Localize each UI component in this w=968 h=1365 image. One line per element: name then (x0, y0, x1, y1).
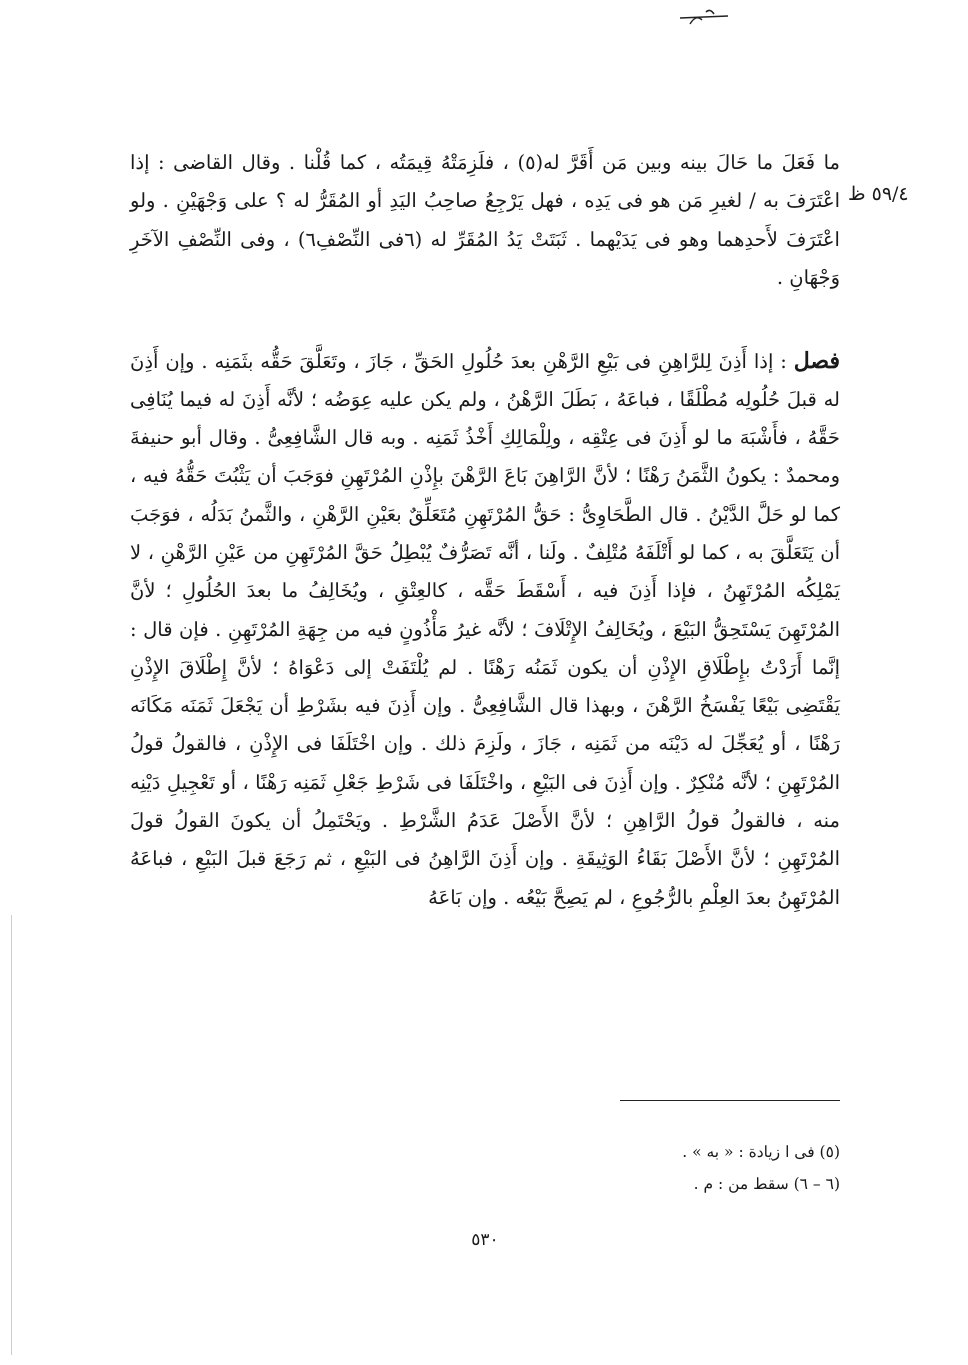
footnote-5: (٥) فى ا زيادة : « به » . (682, 1143, 840, 1161)
footnote-6: (٦ – ٦) سقط من : م . (693, 1175, 840, 1193)
paragraph-continuation: ما فَعَلَ ما حَالَ بينه وبين مَن أَقَرَّ له(٥) ، فلَزِمَتْهُ قِيمَتُه ، كما قُلْنا . وقال القاضى : إذا اعْتَرَفَ به / لغيرِ مَن هو فى يَدِه ، فهل يَرْجِعُ صاحِبُ اليَدِ أو المُقَرُّ له ؟ على وَجْهَيْنِ . ولو اعْتَرَفَ لأَحدِهما وهو فى يَدَيْهما . ثَبَتَتْ يَدُ المُقَرِّ له (٦فى النِّصْفِ٦) ، وفى النِّصْفِ الآخَرِ وَجْهَانِ . (130, 150, 840, 289)
footnote-separator (620, 1100, 840, 1101)
margin-folio-reference: ٥٩/٤ ظ (848, 183, 909, 205)
scan-edge-line (11, 915, 12, 1355)
page-number: ٥٣٠ (471, 1230, 499, 1250)
footnotes (500, 1136, 840, 1200)
paragraph-fasl (130, 342, 840, 917)
top-decoration-mark (676, 6, 736, 28)
section-label-fasl: فصل (793, 347, 841, 374)
paragraph-fasl-text: : إذا أَذِنَ لِلرَّاهِنِ فى بَيْعِ الرَّهْنِ بعدَ حُلُولِ الحَقِّ ، جَازَ ، وتَعَلَّقَ حَقُّه بثَمَنِه . وإن أَذِنَ له قبلَ حُلُولِه مُطْلَقًا ، فباعَهُ ، بَطَلَ الرَّهْنُ ، ولم يكن عليه عِوَضُه ؛ لأنَّه أَذِنَ له فيما يُنَافِى حَقَّهُ ، فأَشْبَهَ ما لو أَذِنَ فى عِتْقِه ، ولِلْمَالِكِ أَخْذُ ثَمَنِه . وبه قال الشَّافِعِىُّ . وقال أبو حنيفةَ ومحمدٌ : يكونُ الثَّمَنُ رَهْنًا ؛ لأنَّ الرَّاهِنَ بَاعَ الرَّهْنَ بإِذْنِ المُرْتَهِنِ فوَجَبَ أن يَثْبُتَ حَقُّهُ فيه ، كما لو حَلَّ الدَّيْنُ . قال الطَّحَاوِىُّ : حَقُّ المُرْتَهِنِ مُتَعَلِّقٌ بعَيْنِ الرَّهْنِ ، والثَّمنُ بَدَلُه ، فوَجَبَ أن يَتَعَلَّقَ به ، كما لو أَتْلَفَهُ مُتْلِفٌ . ولَنا ، أنَّه تَصَرُّفٌ يُبْطِلُ حَقَّ المُرْتَهِنِ من عَيْنِ الرَّهْنِ ، لا يَمْلِكُه المُرْتَهِنُ ، فإذا أَذِنَ فيه ، أَسْقَطَ حَقَّه ، كالعِتْقِ ، ويُخَالِفُ ما بعدَ الحُلُولِ ؛ لأنَّ المُرْتَهِنَ يَسْتَحِقُّ البَيْعَ ، ويُخَالِفُ الإِتْلَافَ ؛ لأنَّه غيرُ مَأْذُونٍ فيه من جِهَةِ المُرْتَهِنِ . فإن قال : إنَّما أَرَدْتُ بإِطْلَاقِ الإِذْنِ أن يكون ثَمَنُه رَهْنًا . لم يُلْتَفَتْ إلى دَعْوَاهُ ؛ لأنَّ إِطْلَاقَ الإِذْنِ يَقْتَضِى بَيْعًا يَفْسَخُ الرَّهْنَ ، وبهذا قال الشَّافِعِىُّ . وإن أَذِنَ فيه بشَرْطِ أن يَجْعَلَ ثَمَنَه مَكَانَه رَهْنًا ، أو يُعَجِّلَ له دَيْنَه من ثَمَنِه ، جَازَ ، ولَزِمَ ذلك . وإن اخْتَلَفَا فى الإِذْنِ ، فالقولُ قولُ المُرْتَهِنِ ؛ لأنَّه مُنْكِرٌ . وإن أَذِنَ فى البَيْعِ ، واخْتَلَفَا فى شَرْطِ جَعْلِ ثَمَنِه رَهْنًا ، أو تَعْجِيلِ دَيْنِه منه ، فالقولُ قولُ الرَّاهِنِ ؛ لأنَّ الأَصْلَ عَدَمُ الشَّرْطِ . ويَحْتَمِلُ أن يكونَ القولُ قولَ المُرْتَهِنِ ؛ لأنَّ الأَصْلَ بَقَاءُ الوَثِيقَةِ . وإن أَذِنَ الرَّاهِنُ فى البَيْعِ ، ثم رَجَعَ قبلَ البَيْعِ ، فباعَهُ المُرْتَهِنُ بعدَ العِلْمِ بالرُّجُوعِ ، لم يَصِحَّ بَيْعُه . وإن بَاعَهُ (130, 349, 841, 909)
